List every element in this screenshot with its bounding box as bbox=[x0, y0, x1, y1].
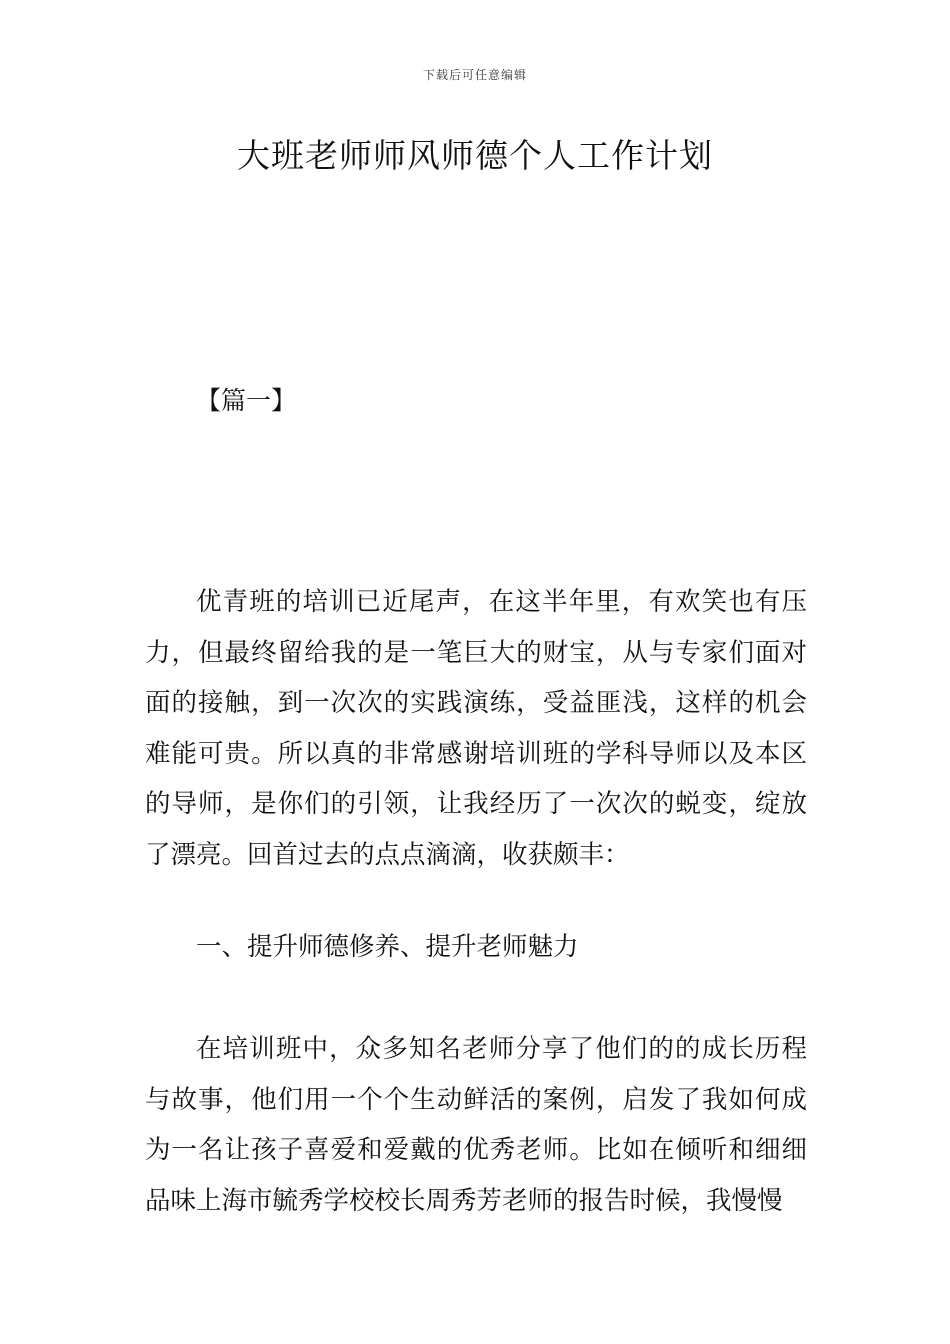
body-paragraph-1: 优青班的培训已近尾声，在这半年里，有欢笑也有压力，但最终留给我的是一笔巨大的财宝，从与专家们面对面的接触，到一次次的实践演练，受益匪浅，这样的机会难能可贵。所以真的非常感谢培训班的学科导师以及本区的导师，是你们的引领，让我经历了一次次的蜕变，绽放了漂亮。回首过去的点点滴滴，收获颇丰： bbox=[145, 587, 807, 870]
section-marker: 【篇一】 bbox=[196, 386, 297, 415]
section-heading-1: 一、提升师德修养、提升老师魅力 bbox=[196, 932, 579, 962]
download-note: 下载后可任意编辑 bbox=[422, 68, 527, 82]
document-title: 大班老师师风师德个人工作计划 bbox=[237, 136, 713, 175]
body-paragraph-2: 在培训班中，众多知名老师分享了他们的的成长历程与故事，他们用一个个生动鲜活的案例，启发了我如何成为一名让孩子喜爱和爱戴的优秀老师。比如在倾听和细细品味上海市毓秀学校校长周秀芳老师的报告时候，我慢慢 bbox=[145, 1034, 807, 1216]
